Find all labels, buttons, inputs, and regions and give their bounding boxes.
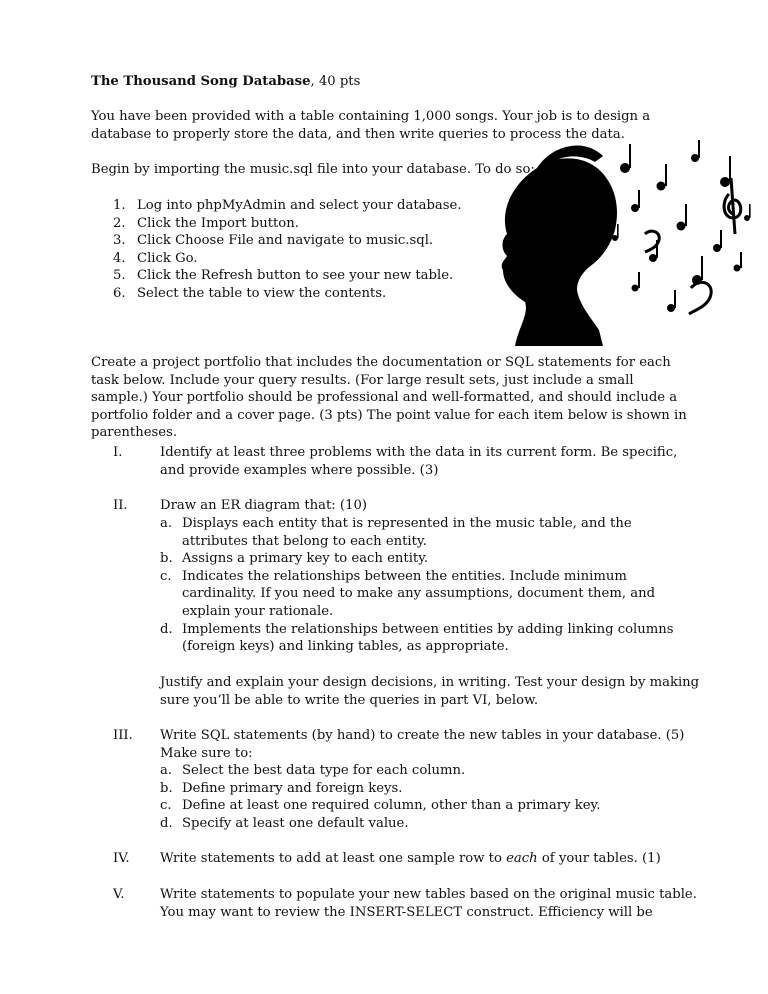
task-iii-lead: Write SQL statements (by hand) to create the new tables in your database. (5) — [160, 728, 685, 743]
head-silhouette-icon — [502, 158, 617, 346]
task-ii-note: Justify and explain your design decisions, in writing. Test your design by making sure you’ll be able to write the queries in part VI, below. — [160, 675, 700, 708]
task-v-number: V. — [113, 887, 125, 902]
step-text: Click Go. — [137, 250, 198, 266]
task-iv-number: IV. — [113, 851, 130, 866]
list-item — [160, 797, 700, 815]
step-number: 4. — [113, 250, 126, 266]
list-item — [160, 550, 700, 568]
list-item — [160, 780, 700, 798]
task-ii-number: II. — [113, 498, 128, 513]
item-text: Specify at least one default value. — [182, 815, 409, 831]
task-i-number: I. — [113, 445, 123, 460]
portfolio-paragraph: Create a project portfolio that includes the documentation or SQL statements for each task below. Include your query results. (For large result sets, just include a small sample.) Your portfolio should be professional and well-formatted, and should include a portfolio folder and a cover page. (3 pts) The point value for each item below is shown in parentheses. — [91, 355, 687, 441]
step-number: 3. — [113, 233, 126, 249]
title-points: , 40 pts — [310, 74, 361, 89]
task-ii-lead: Draw an ER diagram that: (10) — [160, 498, 368, 513]
item-letter: d. — [160, 621, 173, 637]
step-text: Click Choose File and navigate to music.sql. — [137, 233, 434, 249]
silhouette-music-notes-illustration — [485, 138, 757, 346]
step-number: 2. — [113, 215, 126, 231]
step-text: Select the table to view the contents. — [137, 285, 387, 301]
intro-paragraph: You have been provided with a table containing 1,000 songs. Your job is to design a database to properly store the data, and then write queries to process the data. — [91, 109, 651, 142]
list-item — [91, 232, 462, 250]
list-item — [91, 285, 462, 303]
task-iii-items — [160, 762, 700, 832]
list-item — [91, 197, 462, 215]
list-item — [91, 215, 462, 233]
item-text: Define primary and foreign keys. — [182, 780, 403, 796]
item-letter: c. — [160, 568, 172, 584]
item-text: Indicates the relationships between the entities. Include minimum cardinality. If you need to make any assumptions, document them, and explain your rationale. — [182, 568, 656, 619]
item-text: Define at least one required column, other than a primary key. — [182, 798, 601, 814]
list-item — [160, 621, 700, 656]
list-item — [160, 762, 700, 780]
task-iv-post: of your tables. (1) — [537, 851, 661, 866]
list-item — [160, 568, 700, 621]
task-iv-emphasis: each — [506, 851, 538, 866]
step-text: Log into phpMyAdmin and select your database. — [137, 198, 462, 213]
document-title — [91, 73, 360, 91]
item-text: Select the best data type for each column. — [182, 763, 466, 778]
item-letter: b. — [160, 551, 173, 567]
step-text: Click the Import button. — [137, 215, 299, 231]
task-v-text: Write statements to populate your new tables based on the original music table. You may want to review the INSERT-SELECT construct. Efficiency will be — [160, 887, 697, 920]
task-iii-lead2: Make sure to: — [160, 746, 253, 761]
item-letter: a. — [160, 516, 173, 531]
music-notes-icon — [612, 140, 751, 312]
task-iv-pre: Write statements to add at least one sample row to — [160, 851, 507, 866]
task-i-text: Identify at least three problems with the data in its current form. Be specific, and provide examples where possible. (3) — [160, 445, 678, 478]
item-text: Displays each entity that is represented in the music table, and the attributes that belong to each entity. — [182, 516, 632, 549]
list-item — [160, 515, 700, 550]
step-number: 6. — [113, 285, 126, 301]
import-lead: Begin by importing the music.sql file into your database. To do so: — [91, 162, 535, 177]
step-number: 5. — [113, 268, 126, 284]
task-iii-number: III. — [113, 728, 133, 743]
item-text: Assigns a primary key to each entity. — [182, 551, 429, 567]
item-letter: a. — [160, 763, 173, 778]
item-letter: c. — [160, 798, 172, 814]
item-text: Implements the relationships between entities by adding linking columns (foreign keys) and linking tables, as appropriate. — [182, 621, 674, 655]
item-letter: b. — [160, 780, 173, 796]
step-text: Click the Refresh button to see your new table. — [137, 268, 454, 284]
item-letter: d. — [160, 815, 173, 831]
task-ii-items — [160, 515, 700, 656]
step-number: 1. — [113, 198, 126, 213]
list-item — [91, 250, 462, 268]
task-iv-text — [160, 850, 700, 868]
list-item — [91, 267, 462, 285]
import-steps-list — [91, 197, 462, 303]
title-bold: The Thousand Song Database — [91, 74, 311, 89]
clef-icon — [645, 178, 741, 314]
list-item — [160, 815, 700, 833]
